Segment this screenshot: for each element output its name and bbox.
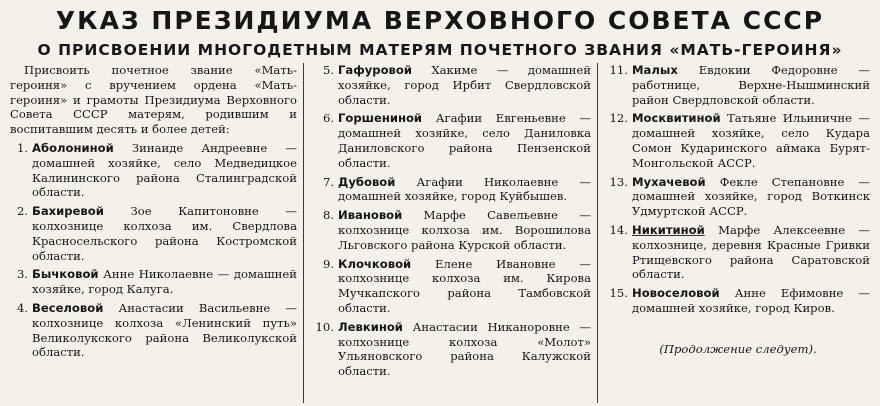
item-surname: Бахиревой (32, 204, 104, 219)
item-details: Анне Николаевне — домашней хозяйке, город Калуга. (32, 267, 297, 297)
item-text (632, 63, 870, 107)
item-details: Марфе Савельевне — колхознице колхоза им. Ворошилова Льговского района Курской области. (338, 208, 591, 252)
item-number: 5. (322, 63, 334, 77)
item-details: Анастасии Никаноровне — колхознице колхоза «Молот» Ульяновского района Калужской области. (338, 319, 592, 379)
item-surname: Никитиной (632, 222, 705, 237)
item-text (632, 223, 870, 282)
item-surname: Гафуровой (338, 63, 412, 77)
item-details: Елене Ивановне — колхознице колхоза им. Кирова Мучкапского района Тамбовской области. (338, 256, 592, 315)
item-surname: Бычковой (32, 267, 99, 282)
list-item (606, 63, 870, 107)
list-item (312, 320, 591, 379)
text-columns (10, 63, 870, 403)
list-item (312, 111, 591, 170)
continuation-note: (Продолжение следует). (659, 341, 817, 356)
list-item (10, 267, 297, 297)
item-details: Хакиме — домашней хозяйке, город Ирбит Свердловской области. (338, 63, 591, 107)
item-details: Марфе Алексеевне — колхознице, деревня Красные Гривки Ртищевского района Саратовской области. (632, 222, 870, 282)
list-item (10, 141, 297, 200)
item-text (32, 267, 297, 297)
list-item (312, 175, 591, 205)
item-surname: Мухачевой (632, 174, 706, 189)
decree-title: УКАЗ ПРЕЗИДИУМА ВЕРХОВНОГО СОВЕТА СССР (55, 6, 825, 35)
item-details: Татьяне Ильиничне — домашней хозяйке, село Кудара Сомон Кударинского аймака Бурят-Монгольской АССР. (632, 111, 870, 170)
list-item (312, 63, 591, 107)
column-1 (10, 63, 303, 403)
item-text (338, 111, 591, 170)
item-text (632, 175, 870, 219)
item-text (32, 301, 297, 360)
list-item (606, 286, 870, 316)
item-details: Анне Ефимовне — домашней хозяйке, город Киров. (632, 286, 870, 315)
list-item (312, 257, 591, 316)
item-number: 2. (16, 204, 28, 219)
item-details: Зое Капитоновне — колхознице колхоза им. Свердлова Красносельского района Костромской области. (32, 204, 297, 263)
list-item (10, 204, 297, 263)
item-text (338, 320, 591, 379)
item-number: 6. (322, 111, 334, 126)
item-details: Фекле Степановне — домашней хозяйке, город Воткинск Удмуртской АССР. (632, 174, 870, 219)
item-details: Анастасии Васильевне — колхознице колхоза «Ленинский путь» Великолукского района Великолукской области. (32, 300, 297, 360)
item-text (632, 286, 870, 316)
item-number: 14. (609, 222, 628, 237)
list-item (606, 111, 870, 170)
decree-intro: Присвоить почетное звание «Мать-героиня» с вручением ордена «Мать-героиня» и грамоты Президиума Верховного Совета СССР матерям, родившим и воспитавшим десять и более детей: (10, 63, 297, 137)
item-text (32, 141, 297, 200)
item-number: 13. (609, 174, 628, 189)
item-surname: Левкиной (338, 319, 403, 334)
column-2 (303, 63, 597, 403)
decree-subtitle: О ПРИСВОЕНИИ МНОГОДЕТНЫМ МАТЕРЯМ ПОЧЕТНОГО ЗВАНИЯ «МАТЬ-ГЕРОИНЯ» (37, 41, 843, 59)
item-details: Зинаиде Андреевне — домашней хозяйке, село Медведицкое Калининского района Сталинградской области. (32, 140, 298, 200)
column-3 (597, 63, 870, 403)
list-item (606, 175, 870, 219)
item-number: 4. (16, 300, 28, 315)
item-details: Агафии Николаевне — домашней хозяйке, город Куйбышев. (338, 174, 591, 204)
item-surname: Новоселовой (632, 286, 720, 301)
item-text (338, 257, 591, 316)
item-surname: Ивановой (338, 208, 403, 223)
item-number: 15. (609, 286, 628, 301)
item-surname: Горшениной (338, 111, 423, 126)
item-surname: Дубовой (338, 174, 396, 189)
item-surname: Малых (632, 63, 678, 77)
item-number: 9. (322, 256, 334, 271)
item-text (32, 204, 297, 263)
list-item (312, 208, 591, 252)
item-text (338, 175, 591, 205)
item-number: 8. (322, 208, 334, 223)
item-surname: Москвитиной (632, 111, 721, 126)
item-details: Евдокии Федоровне — работнице, Верхне-Нышминский район Свердловской области. (632, 63, 870, 107)
item-surname: Аболониной (32, 140, 114, 155)
item-surname: Веселовой (32, 300, 104, 315)
item-surname: Клочковой (338, 256, 412, 271)
list-item (10, 301, 297, 360)
item-text (632, 111, 870, 170)
item-number: 12. (609, 111, 628, 126)
item-number: 1. (16, 140, 28, 155)
item-number: 11. (609, 63, 628, 77)
item-details: Агафии Евгеньевне — домашней хозяйке, село Даниловка Даниловского района Пензенской области. (338, 111, 591, 170)
item-underlined-text (632, 223, 705, 237)
list-item (606, 223, 870, 282)
item-text (338, 63, 591, 107)
item-text (338, 208, 591, 252)
item-number: 3. (16, 267, 28, 282)
item-number: 10. (315, 319, 334, 334)
item-number: 7. (322, 174, 334, 189)
